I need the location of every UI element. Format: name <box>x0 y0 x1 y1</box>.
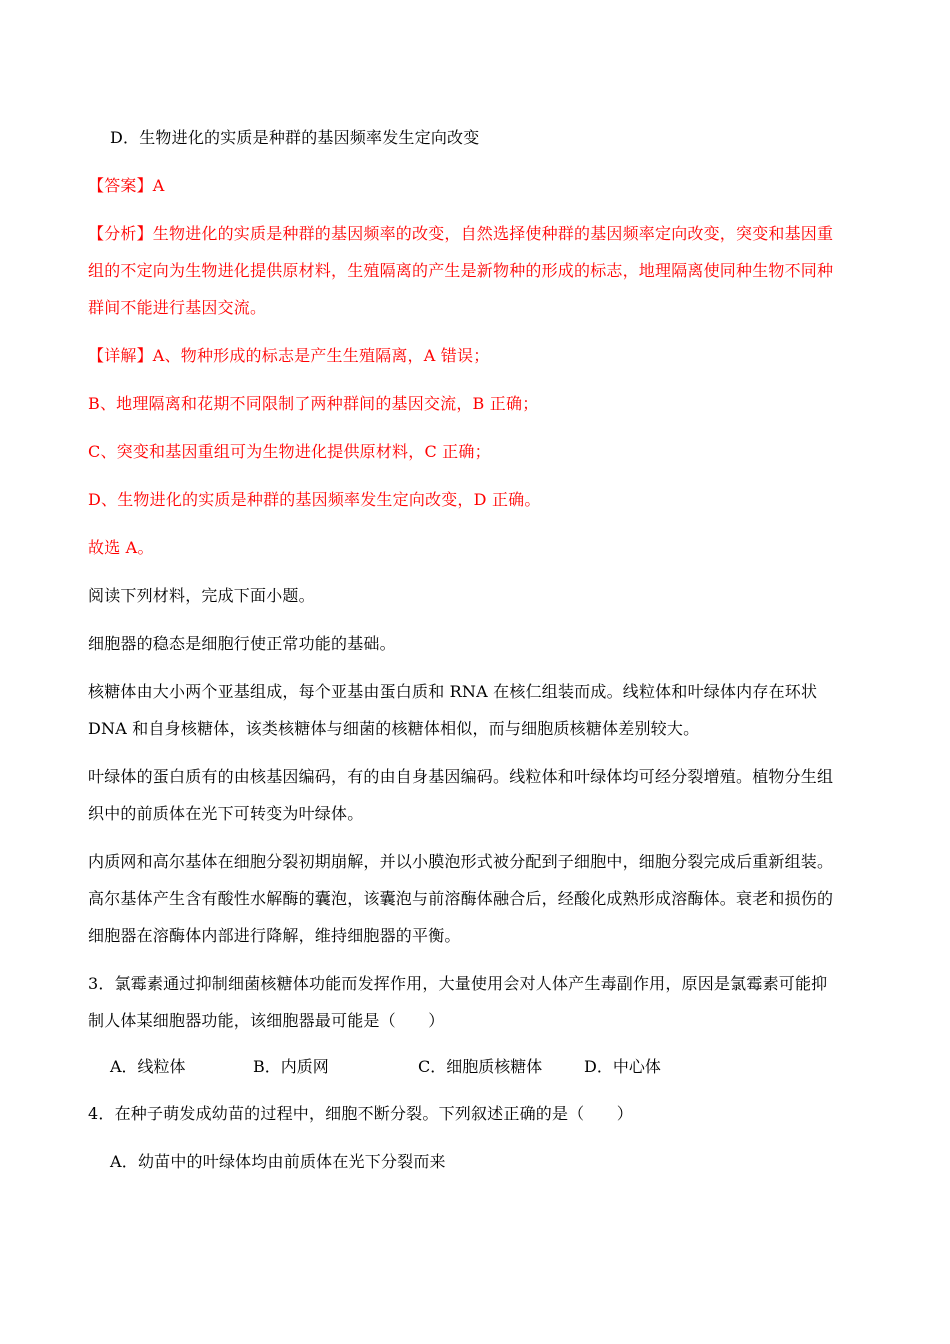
analysis-line-1: 【分析】生物进化的实质是种群的基因频率的改变，自然选择使种群的基因频率定向改变，突变和基因重 <box>88 224 834 243</box>
question-4-option-a: A．幼苗中的叶绿体均由前质体在光下分裂而来 <box>110 1152 446 1171</box>
question-3-stem-line-1: 3．氯霉素通过抑制细菌核糖体功能而发挥作用，大量使用会对人体产生毒副作用，原因是氯霉素可能抑 <box>88 974 828 993</box>
material-paragraph-3-line-1: 叶绿体的蛋白质有的由核基因编码，有的由自身基因编码。线粒体和叶绿体均可经分裂增殖。植物分生组 <box>88 767 834 786</box>
detail-line-1: 【详解】A、物种形成的标志是产生生殖隔离，A 错误； <box>88 346 490 365</box>
previous-option-d: D．生物进化的实质是种群的基因频率发生定向改变 <box>110 128 480 147</box>
question-3-option-c: C．细胞质核糖体 <box>418 1057 543 1076</box>
detail-line-3: C、突变和基因重组可为生物进化提供原材料，C 正确； <box>88 442 491 461</box>
question-4-stem: 4．在种子萌发成幼苗的过程中，细胞不断分裂。下列叙述正确的是（ ） <box>88 1104 633 1123</box>
detail-line-2: B、地理隔离和花期不同限制了两种群间的基因交流，B 正确； <box>88 394 539 413</box>
answer-label: 【答案】A <box>88 176 165 195</box>
detail-line-4: D、生物进化的实质是种群的基因频率发生定向改变，D 正确。 <box>88 490 541 509</box>
detail-conclusion: 故选 A。 <box>88 538 154 557</box>
material-paragraph-1: 细胞器的稳态是细胞行使正常功能的基础。 <box>88 634 396 653</box>
analysis-line-3: 群间不能进行基因交流。 <box>88 298 267 317</box>
material-paragraph-2-line-2: DNA 和自身核糖体，该类核糖体与细菌的核糖体相似，而与细胞质核糖体差别较大。 <box>88 719 700 738</box>
question-3-option-d: D．中心体 <box>584 1057 661 1076</box>
question-3-option-a: A．线粒体 <box>110 1057 186 1076</box>
material-paragraph-4-line-1: 内质网和高尔基体在细胞分裂初期崩解，并以小膜泡形式被分配到子细胞中，细胞分裂完成后重新组装。 <box>88 852 834 871</box>
question-3-stem-line-2: 制人体某细胞器功能，该细胞器最可能是（ ） <box>88 1011 445 1030</box>
material-paragraph-2-line-1: 核糖体由大小两个亚基组成，每个亚基由蛋白质和 RNA 在核仁组装而成。线粒体和叶绿体内存在环状 <box>88 682 818 701</box>
material-paragraph-4-line-2: 高尔基体产生含有酸性水解酶的囊泡，该囊泡与前溶酶体融合后，经酸化成熟形成溶酶体。衰老和损伤的 <box>88 889 834 908</box>
material-paragraph-4-line-3: 细胞器在溶酶体内部进行降解，维持细胞器的平衡。 <box>88 926 461 945</box>
material-intro: 阅读下列材料，完成下面小题。 <box>88 586 315 605</box>
material-paragraph-3-line-2: 织中的前质体在光下可转变为叶绿体。 <box>88 804 364 823</box>
question-3-option-b: B．内质网 <box>253 1057 329 1076</box>
analysis-line-2: 组的不定向为生物进化提供原材料，生殖隔离的产生是新物种的形成的标志，地理隔离使同种生物不同种 <box>88 261 834 280</box>
